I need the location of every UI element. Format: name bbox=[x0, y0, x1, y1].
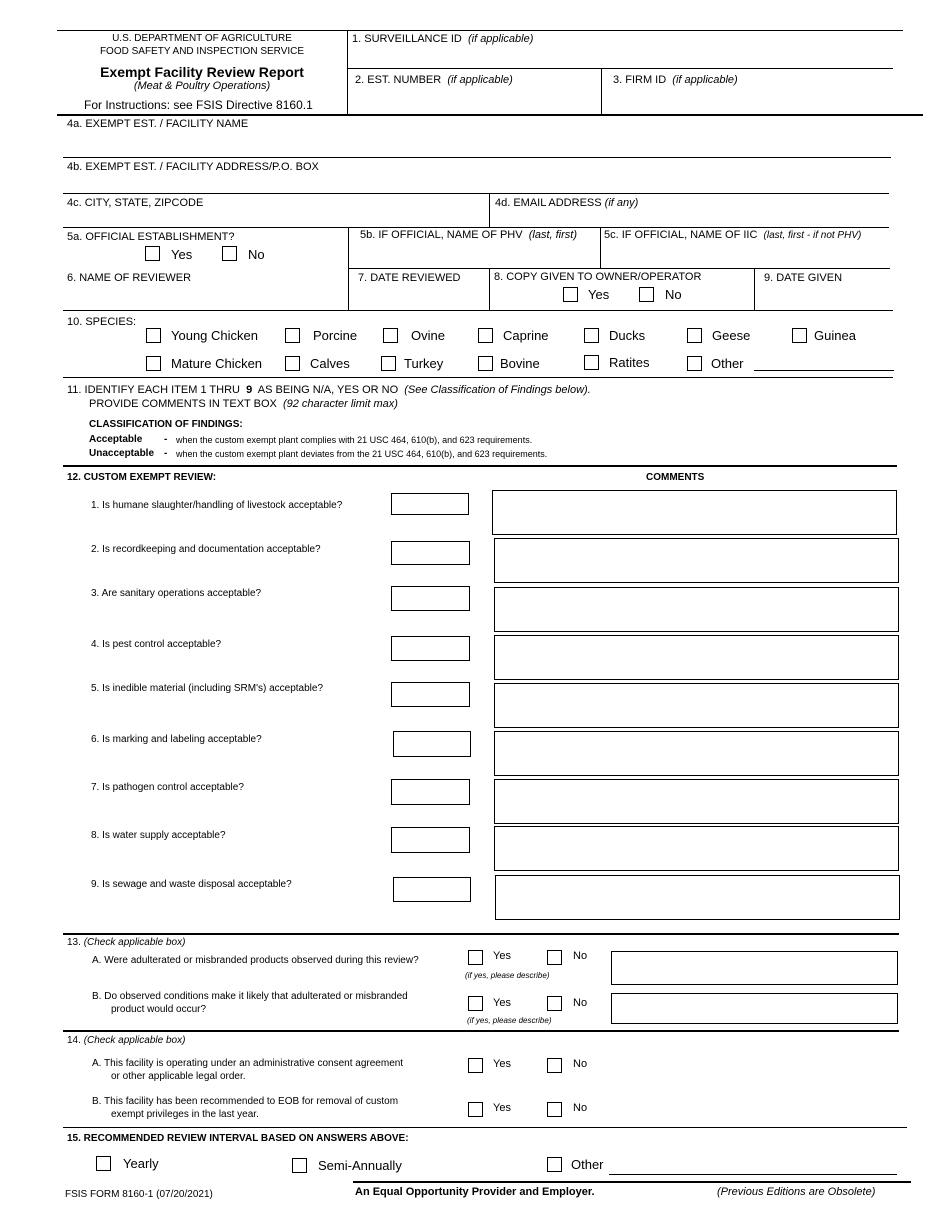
review-item-3-answer[interactable] bbox=[391, 586, 470, 611]
q13a-text: A. Were adulterated or misbranded products observed during this review? bbox=[92, 955, 419, 966]
q14b-no-label: No bbox=[573, 1102, 588, 1114]
review-item-1-answer[interactable] bbox=[391, 493, 469, 515]
section-14-title: 14. (Check applicable box) bbox=[67, 1035, 186, 1046]
q14b-yes-label: Yes bbox=[493, 1102, 511, 1114]
review-item-4-answer[interactable] bbox=[391, 636, 470, 661]
equal-opportunity-statement: An Equal Opportunity Provider and Employer. bbox=[355, 1186, 595, 1198]
copy-given-no-label: No bbox=[665, 287, 682, 302]
q13b-yes-label: Yes bbox=[493, 997, 511, 1009]
custom-exempt-review-title: 12. CUSTOM EXEMPT REVIEW: bbox=[67, 472, 217, 483]
interval-other-label: Other bbox=[571, 1157, 604, 1172]
phv-name-field[interactable] bbox=[358, 244, 596, 264]
review-item-4-comment[interactable] bbox=[494, 635, 899, 680]
unacceptable-term: Unacceptable bbox=[89, 448, 155, 459]
review-item-7: 7. Is pathogen control acceptable? bbox=[91, 782, 244, 793]
species-geese-checkbox[interactable] bbox=[687, 328, 702, 343]
date-reviewed-field[interactable] bbox=[358, 288, 486, 306]
species-bovine-label: Bovine bbox=[500, 356, 540, 371]
q13a-yes-label: Yes bbox=[493, 950, 511, 962]
date-given-label: 9. DATE GIVEN bbox=[764, 272, 843, 284]
review-item-5-comment[interactable] bbox=[494, 683, 899, 728]
review-item-2: 2. Is recordkeeping and documentation acceptable? bbox=[91, 544, 321, 555]
review-item-2-answer[interactable] bbox=[391, 541, 470, 565]
species-porcine-checkbox[interactable] bbox=[285, 328, 300, 343]
q13b-no-checkbox[interactable] bbox=[547, 996, 562, 1011]
species-guinea-label: Guinea bbox=[814, 328, 856, 343]
interval-yearly-checkbox[interactable] bbox=[96, 1156, 111, 1171]
acceptable-dash: - bbox=[164, 434, 168, 445]
review-item-8-comment[interactable] bbox=[494, 826, 899, 871]
classification-title: CLASSIFICATION OF FINDINGS: bbox=[89, 419, 243, 430]
q14b-text-line-2: exempt privileges in the last year. bbox=[111, 1109, 259, 1120]
phv-name-label: 5b. IF OFFICIAL, NAME OF PHV (last, first) bbox=[360, 229, 577, 241]
surveillance-id-field[interactable] bbox=[352, 48, 892, 66]
species-caprine-label: Caprine bbox=[503, 328, 549, 343]
official-yes-label: Yes bbox=[171, 247, 193, 262]
q13b-text-line-1: B. Do observed conditions make it likely that adulterated or misbranded bbox=[92, 991, 408, 1002]
instruction-line-1: 11. IDENTIFY EACH ITEM 1 THRU 9 AS BEING N/A, YES OR NO (See Classification of Findings below). bbox=[67, 384, 591, 396]
review-item-3-comment[interactable] bbox=[494, 587, 899, 632]
facility-address-field[interactable] bbox=[67, 176, 887, 192]
species-porcine-label: Porcine bbox=[313, 328, 358, 343]
date-reviewed-label: 7. DATE REVIEWED bbox=[358, 272, 461, 284]
reviewer-name-label: 6. NAME OF REVIEWER bbox=[67, 272, 192, 284]
email-label: 4d. EMAIL ADDRESS (if any) bbox=[495, 197, 639, 209]
obsolete-editions-note: (Previous Editions are Obsolete) bbox=[717, 1186, 876, 1198]
q14a-no-checkbox[interactable] bbox=[547, 1058, 562, 1073]
form-subtitle: (Meat & Poultry Operations) bbox=[133, 80, 271, 92]
species-young-chicken-label: Young Chicken bbox=[171, 328, 258, 343]
review-item-5-answer[interactable] bbox=[391, 682, 470, 707]
species-label: 10. SPECIES: bbox=[67, 316, 137, 328]
interval-semi-annually-checkbox[interactable] bbox=[292, 1158, 307, 1173]
date-given-field[interactable] bbox=[762, 288, 887, 306]
section-15-title: 15. RECOMMENDED REVIEW INTERVAL BASED ON ANSWERS ABOVE: bbox=[67, 1133, 409, 1144]
firm-id-label: 3. FIRM ID (if applicable) bbox=[613, 74, 738, 86]
surveillance-id-label: 1. SURVEILLANCE ID (if applicable) bbox=[352, 33, 534, 45]
review-item-7-comment[interactable] bbox=[494, 779, 899, 824]
q14a-text-line-2: or other applicable legal order. bbox=[111, 1071, 246, 1082]
est-number-label: 2. EST. NUMBER (if applicable) bbox=[355, 74, 513, 86]
unacceptable-dash: - bbox=[164, 448, 168, 459]
copy-given-yes-checkbox[interactable] bbox=[563, 287, 578, 302]
iic-name-field[interactable] bbox=[604, 244, 890, 264]
city-state-zip-label: 4c. CITY, STATE, ZIPCODE bbox=[67, 197, 204, 209]
q14a-yes-checkbox[interactable] bbox=[468, 1058, 483, 1073]
species-ovine-label: Ovine bbox=[411, 328, 445, 343]
review-item-1-comment[interactable] bbox=[492, 490, 897, 535]
species-ducks-label: Ducks bbox=[609, 328, 646, 343]
species-young-chicken-checkbox[interactable] bbox=[146, 328, 161, 343]
q14b-yes-checkbox[interactable] bbox=[468, 1102, 483, 1117]
review-item-8-answer[interactable] bbox=[391, 827, 470, 853]
q14b-no-checkbox[interactable] bbox=[547, 1102, 562, 1117]
species-turkey-checkbox[interactable] bbox=[381, 356, 396, 371]
copy-given-yes-label: Yes bbox=[588, 287, 610, 302]
q13a-describe-note: (if yes, please describe) bbox=[465, 971, 550, 980]
species-other-field[interactable] bbox=[754, 354, 894, 371]
species-other-checkbox[interactable] bbox=[687, 356, 702, 371]
dept-name: U.S. DEPARTMENT OF AGRICULTURE bbox=[112, 33, 292, 44]
review-item-3: 3. Are sanitary operations acceptable? bbox=[91, 588, 262, 599]
q13a-description-field[interactable] bbox=[611, 951, 898, 985]
review-item-8: 8. Is water supply acceptable? bbox=[91, 830, 226, 841]
city-state-zip-field[interactable] bbox=[67, 212, 482, 226]
q13a-no-checkbox[interactable] bbox=[547, 950, 562, 965]
official-establishment-label: 5a. OFFICIAL ESTABLISHMENT? bbox=[67, 231, 235, 243]
acceptable-definition: when the custom exempt plant complies with 21 USC 464, 610(b), and 623 requirements. bbox=[176, 435, 533, 445]
species-calves-checkbox[interactable] bbox=[285, 356, 300, 371]
species-geese-label: Geese bbox=[712, 328, 751, 343]
iic-name-label: 5c. IF OFFICIAL, NAME OF IIC (last, first - if not PHV) bbox=[604, 229, 862, 241]
official-no-label: No bbox=[248, 247, 265, 262]
review-item-6-comment[interactable] bbox=[494, 731, 899, 776]
review-item-5: 5. Is inedible material (including SRM's) acceptable? bbox=[91, 683, 324, 694]
review-item-4: 4. Is pest control acceptable? bbox=[91, 639, 222, 650]
q13b-yes-checkbox[interactable] bbox=[468, 996, 483, 1011]
species-calves-label: Calves bbox=[310, 356, 350, 371]
q13b-no-label: No bbox=[573, 997, 588, 1009]
interval-other-checkbox[interactable] bbox=[547, 1157, 562, 1172]
instruction-line-2: PROVIDE COMMENTS IN TEXT BOX (92 character limit max) bbox=[89, 398, 398, 410]
form-number: FSIS FORM 8160-1 (07/20/2021) bbox=[65, 1189, 213, 1200]
facility-name-field[interactable] bbox=[67, 134, 887, 154]
q13b-description-field[interactable] bbox=[611, 993, 898, 1024]
copy-given-no-checkbox[interactable] bbox=[639, 287, 654, 302]
species-ratites-checkbox[interactable] bbox=[584, 355, 599, 370]
species-bovine-checkbox[interactable] bbox=[478, 356, 493, 371]
species-ovine-checkbox[interactable] bbox=[383, 328, 398, 343]
interval-other-field[interactable] bbox=[609, 1158, 897, 1175]
review-item-2-comment[interactable] bbox=[494, 538, 899, 583]
species-caprine-checkbox[interactable] bbox=[478, 328, 493, 343]
q13a-no-label: No bbox=[573, 950, 588, 962]
official-yes-checkbox[interactable] bbox=[145, 246, 160, 261]
official-no-checkbox[interactable] bbox=[222, 246, 237, 261]
species-guinea-checkbox[interactable] bbox=[792, 328, 807, 343]
q13b-describe-note: (if yes, please describe) bbox=[467, 1016, 552, 1025]
facility-name-label: 4a. EXEMPT EST. / FACILITY NAME bbox=[67, 118, 249, 130]
comments-header: COMMENTS bbox=[646, 472, 705, 483]
review-item-6-answer[interactable] bbox=[393, 731, 471, 757]
service-name: FOOD SAFETY AND INSPECTION SERVICE bbox=[99, 46, 305, 57]
review-item-6: 6. Is marking and labeling acceptable? bbox=[91, 734, 262, 745]
review-item-9-answer[interactable] bbox=[393, 877, 471, 902]
q14b-text-line-1: B. This facility has been recommended to EOB for removal of custom bbox=[92, 1096, 399, 1107]
species-turkey-label: Turkey bbox=[404, 356, 444, 371]
species-mature-chicken-label: Mature Chicken bbox=[171, 356, 263, 371]
species-other-label: Other bbox=[711, 356, 744, 371]
q14a-no-label: No bbox=[573, 1058, 588, 1070]
section-13-title: 13. (Check applicable box) bbox=[67, 937, 186, 948]
interval-semi-annually-label: Semi-Annually bbox=[318, 1158, 402, 1173]
firm-id-field[interactable] bbox=[606, 90, 896, 112]
reviewer-name-field[interactable] bbox=[67, 288, 342, 306]
species-ratites-label: Ratites bbox=[609, 355, 650, 370]
unacceptable-definition: when the custom exempt plant deviates from the 21 USC 464, 610(b), and 623 requirements. bbox=[176, 449, 548, 459]
form-title: Exempt Facility Review Report bbox=[100, 64, 304, 80]
q14a-text-line-1: A. This facility is operating under an administrative consent agreement bbox=[92, 1058, 404, 1069]
review-item-9: 9. Is sewage and waste disposal acceptable? bbox=[91, 879, 292, 890]
acceptable-term: Acceptable bbox=[89, 434, 143, 445]
review-item-7-answer[interactable] bbox=[391, 779, 470, 805]
species-mature-chicken-checkbox[interactable] bbox=[146, 356, 161, 371]
copy-given-label: 8. COPY GIVEN TO OWNER/OPERATOR bbox=[494, 271, 702, 283]
review-item-9-comment[interactable] bbox=[495, 875, 900, 920]
interval-yearly-label: Yearly bbox=[123, 1156, 159, 1171]
est-number-field[interactable] bbox=[352, 90, 597, 112]
q14a-yes-label: Yes bbox=[493, 1058, 511, 1070]
email-field[interactable] bbox=[495, 212, 885, 226]
q13b-text-line-2: product would occur? bbox=[111, 1004, 207, 1015]
species-ducks-checkbox[interactable] bbox=[584, 328, 599, 343]
q13a-yes-checkbox[interactable] bbox=[468, 950, 483, 965]
review-item-1: 1. Is humane slaughter/handling of livestock acceptable? bbox=[91, 500, 343, 511]
facility-address-label: 4b. EXEMPT EST. / FACILITY ADDRESS/P.O. BOX bbox=[67, 161, 319, 173]
instructions-note: For Instructions: see FSIS Directive 8160.1 bbox=[84, 98, 313, 112]
